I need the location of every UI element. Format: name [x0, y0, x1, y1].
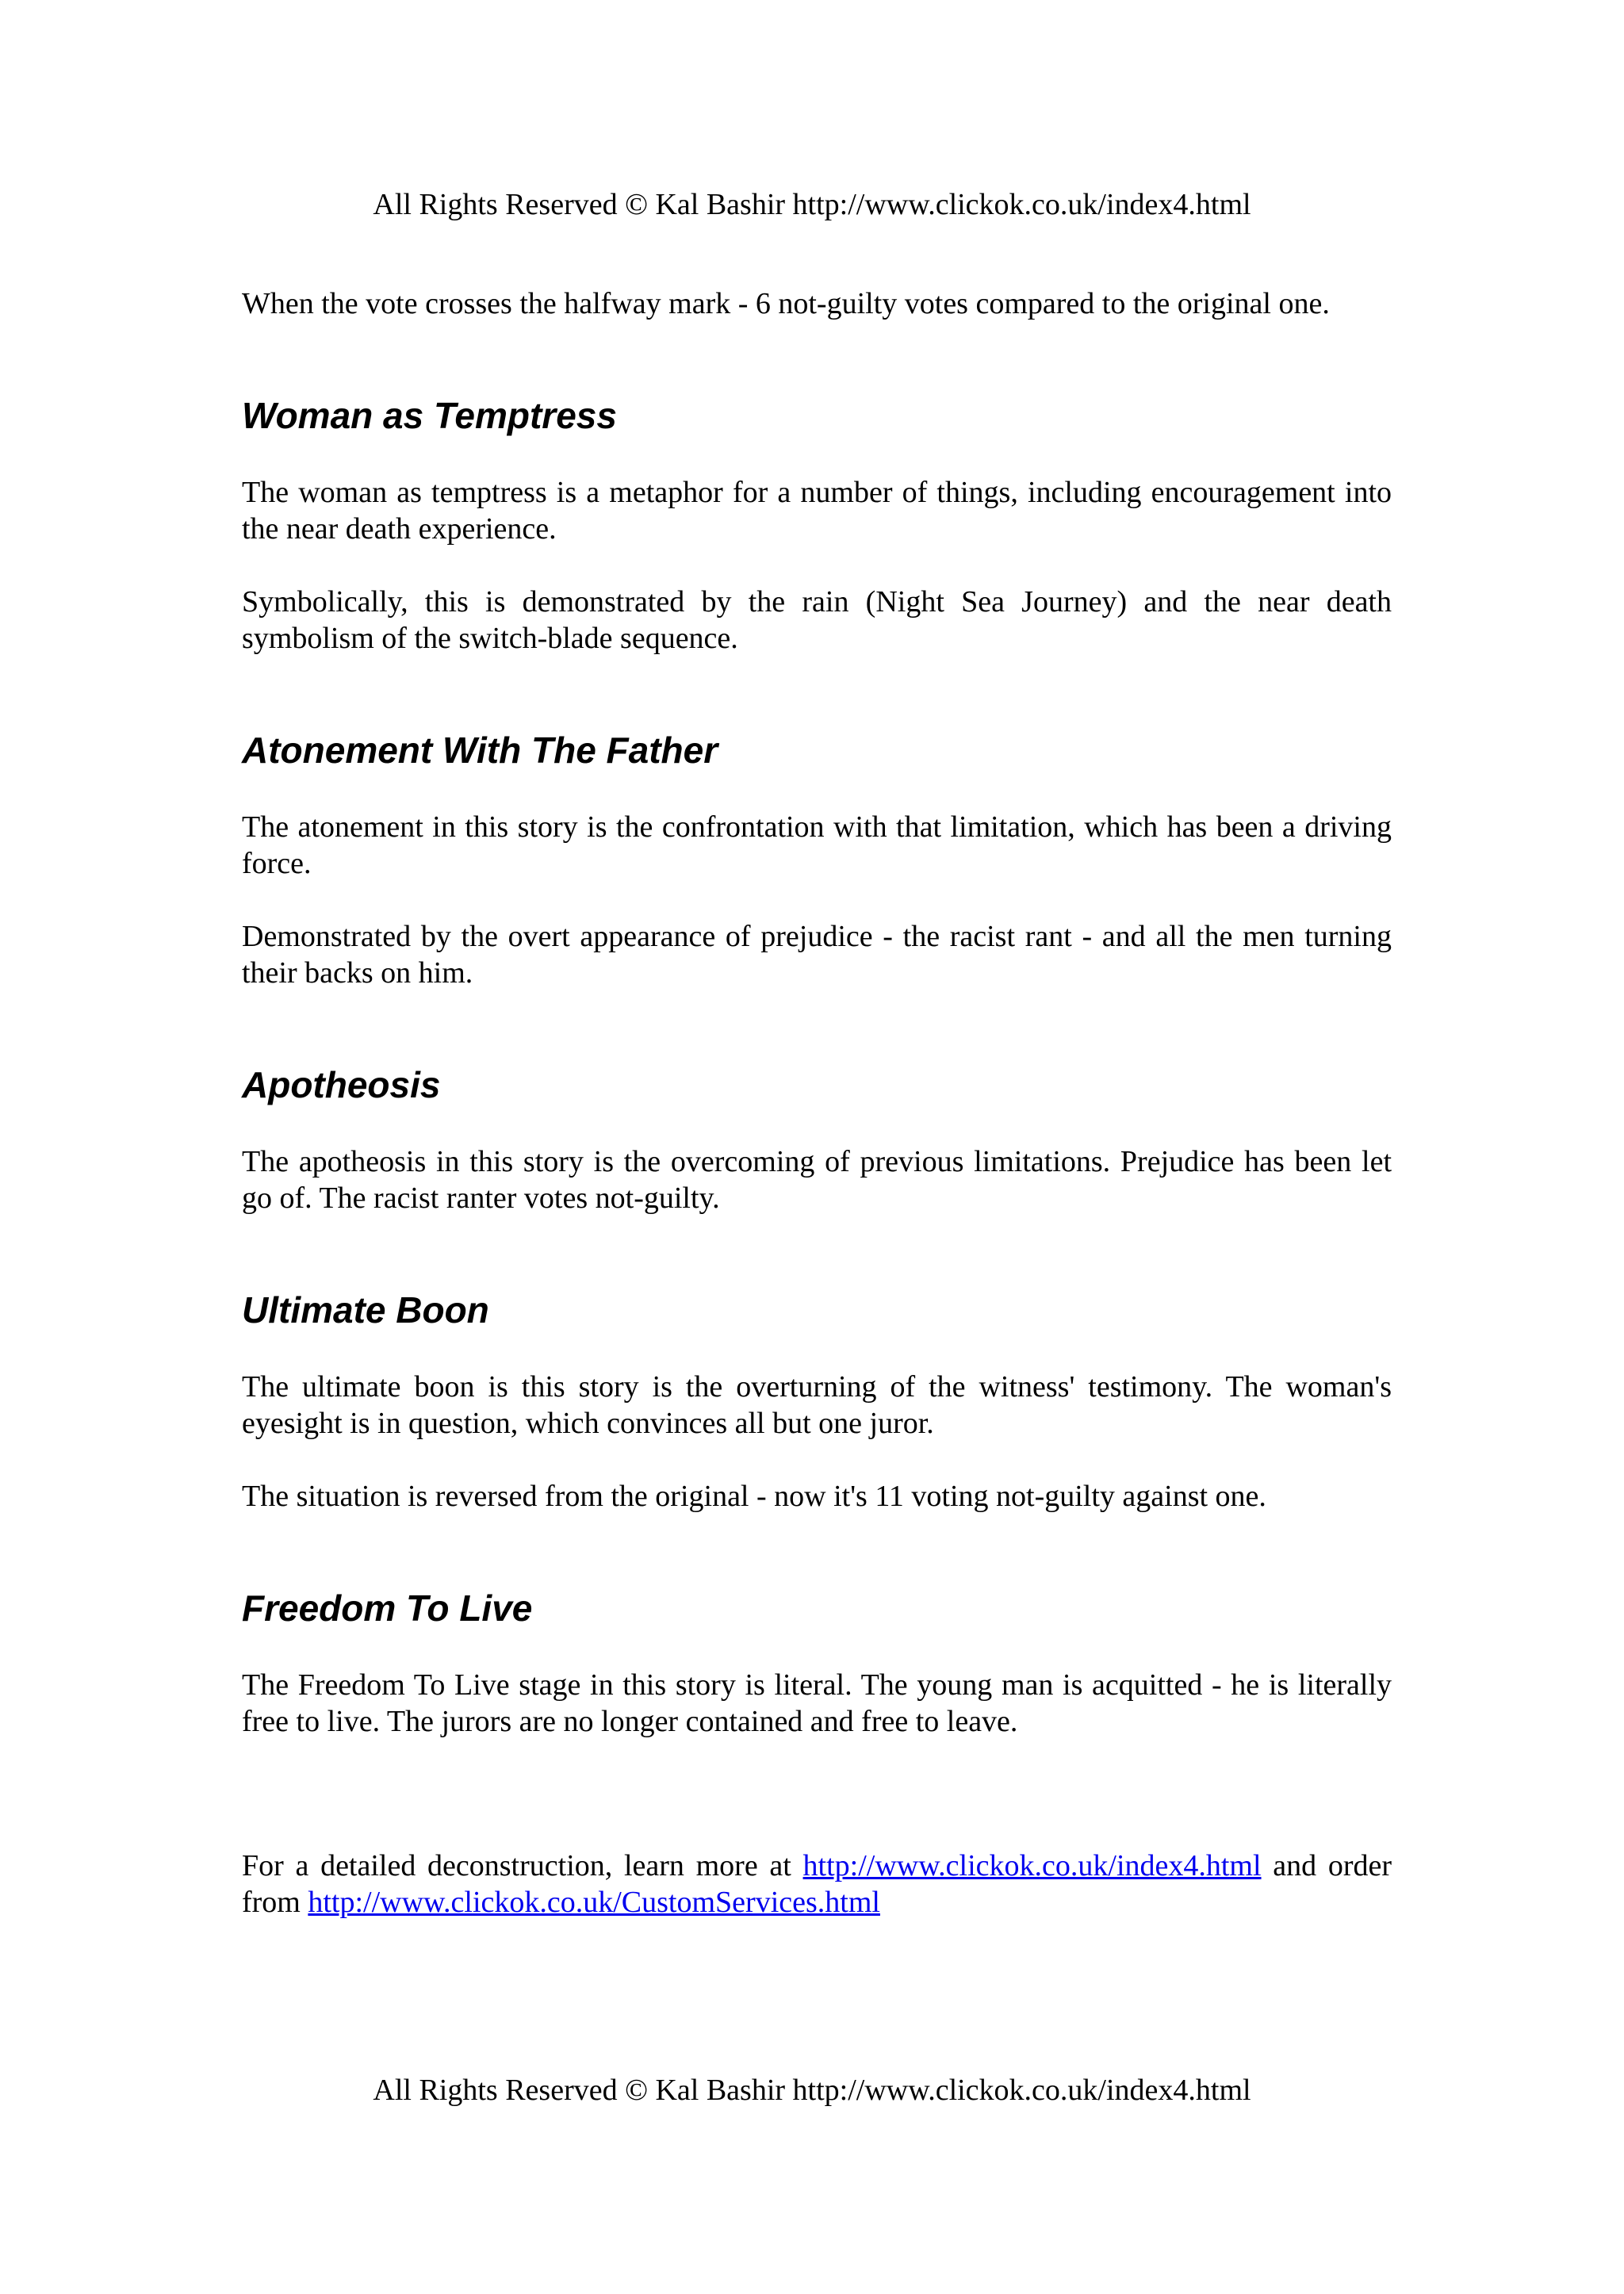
index-link[interactable]: http://www.clickok.co.uk/index4.html	[802, 1849, 1262, 1882]
closing-text: and order from	[242, 1849, 1392, 1919]
section-paragraph: Symbolically, this is demonstrated by the rain (Night Sea Journey) and the near death symbolism of the switch-blade sequence.	[242, 585, 1392, 655]
section-heading-apotheosis: Apotheosis	[242, 1064, 441, 1105]
section-paragraph: The situation is reversed from the original - now it's 11 voting not-guilty against one.	[242, 1480, 1266, 1513]
page-header: All Rights Reserved © Kal Bashir http://www.clickok.co.uk/index4.html	[373, 188, 1251, 221]
intro-paragraph: When the vote crosses the halfway mark - 6 not-guilty votes compared to the original one.	[242, 287, 1330, 320]
closing-paragraph	[242, 1848, 1392, 1921]
custom-services-link[interactable]: http://www.clickok.co.uk/CustomServices.html	[308, 1886, 880, 1919]
section-paragraph: The woman as temptress is a metaphor for a number of things, including encouragement into the near death experience.	[242, 476, 1392, 546]
page-content	[242, 285, 1392, 1921]
section-heading-atonement-with-the-father: Atonement With The Father	[242, 730, 718, 771]
section-paragraph: The ultimate boon is this story is the overturning of the witness' testimony. The woman's eyesight is in question, which convinces all but one juror.	[242, 1370, 1392, 1440]
section-heading-ultimate-boon: Ultimate Boon	[242, 1289, 489, 1331]
section-heading-woman-as-temptress: Woman as Temptress	[242, 395, 617, 436]
section-paragraph: The atonement in this story is the confrontation with that limitation, which has been a driving force.	[242, 810, 1392, 880]
closing-text: For a detailed deconstruction, learn more at	[242, 1849, 803, 1882]
section-paragraph: Demonstrated by the overt appearance of prejudice - the racist rant - and all the men turning their backs on him.	[242, 920, 1392, 990]
page-footer: All Rights Reserved © Kal Bashir http://www.clickok.co.uk/index4.html	[373, 2074, 1251, 2107]
section-paragraph: The Freedom To Live stage in this story is literal. The young man is acquitted - he is literally free to live. The jurors are no longer contained and free to leave.	[242, 1668, 1392, 1738]
section-heading-freedom-to-live: Freedom To Live	[242, 1587, 533, 1629]
section-paragraph: The apotheosis in this story is the overcoming of previous limitations. Prejudice has been let go of. The racist ranter votes not-guilty.	[242, 1145, 1392, 1215]
